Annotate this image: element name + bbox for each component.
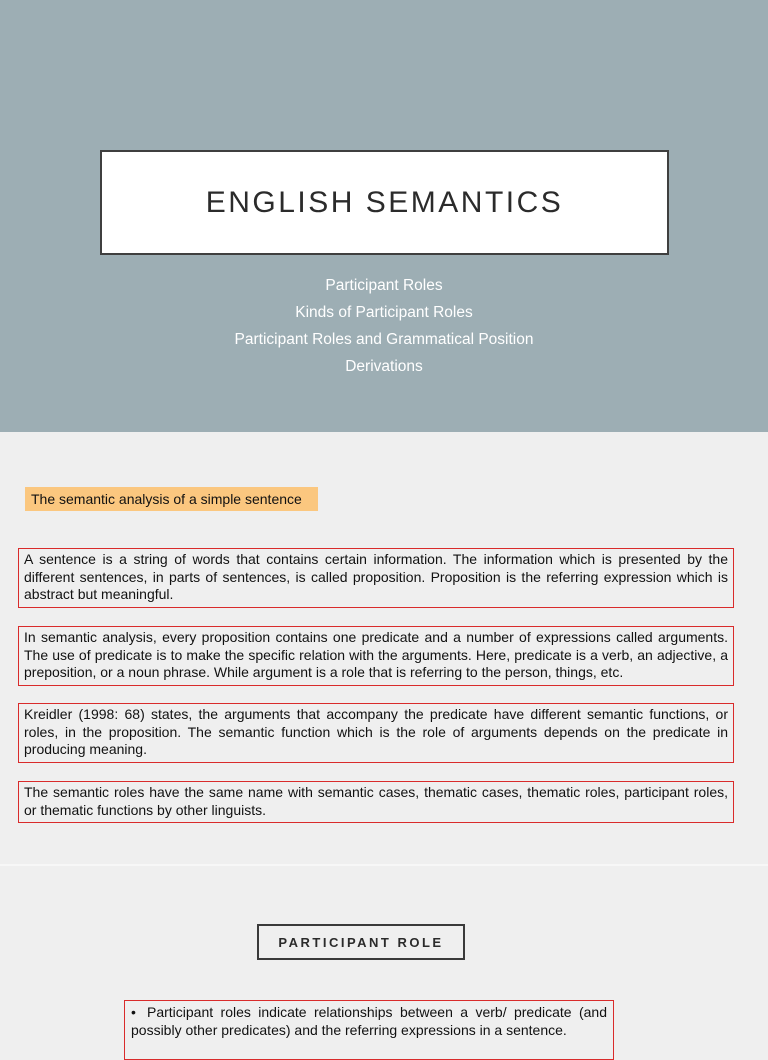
- bullet-text: Participant roles indicate relationships between a verb/ predicate (and possibly other predicates) and the referring expressions in a sentence.: [131, 1004, 607, 1038]
- title-slide: [0, 0, 768, 432]
- subtitle-item: Participant Roles: [325, 277, 443, 294]
- subtitle-item: Derivations: [345, 358, 423, 375]
- paragraph-box: The semantic roles have the same name with semantic cases, thematic cases, thematic roles, participant roles, or thematic functions by other linguists.: [18, 781, 734, 823]
- section-title-box: [257, 924, 465, 960]
- subtitle-list: [0, 272, 768, 380]
- semantic-analysis-slide: [0, 432, 768, 865]
- title-box: [100, 150, 669, 255]
- paragraph-box: In semantic analysis, every proposition contains one predicate and a number of expressions called arguments. The use of predicate is to make the specific relation with the arguments. Here, predicate is a verb, an adjective, a preposition, or a noun phrase. While argument is a role that is referring to the person, things, etc.: [18, 626, 734, 686]
- paragraph-box: Kreidler (1998: 68) states, the arguments that accompany the predicate have different semantic functions, or roles, in the proposition. The semantic function which is the role of arguments depends on the predicate in producing meaning.: [18, 703, 734, 763]
- highlight-heading: The semantic analysis of a simple sentence: [25, 487, 318, 511]
- section-title: PARTICIPANT ROLE: [278, 934, 444, 950]
- subtitle-item: Kinds of Participant Roles: [295, 304, 473, 321]
- paragraph-box: A sentence is a string of words that contains certain information. The information which is presented by the different sentences, in parts of sentences, is called proposition. Proposition is the referring expression which is abstract but meaningful.: [18, 548, 734, 608]
- bullet-marker: •: [131, 1004, 136, 1020]
- participant-role-slide: [0, 866, 768, 1038]
- bullet-box: [124, 1000, 614, 1060]
- subtitle-item: Participant Roles and Grammatical Position: [234, 331, 534, 348]
- slide-title: ENGLISH SEMANTICS: [205, 185, 564, 219]
